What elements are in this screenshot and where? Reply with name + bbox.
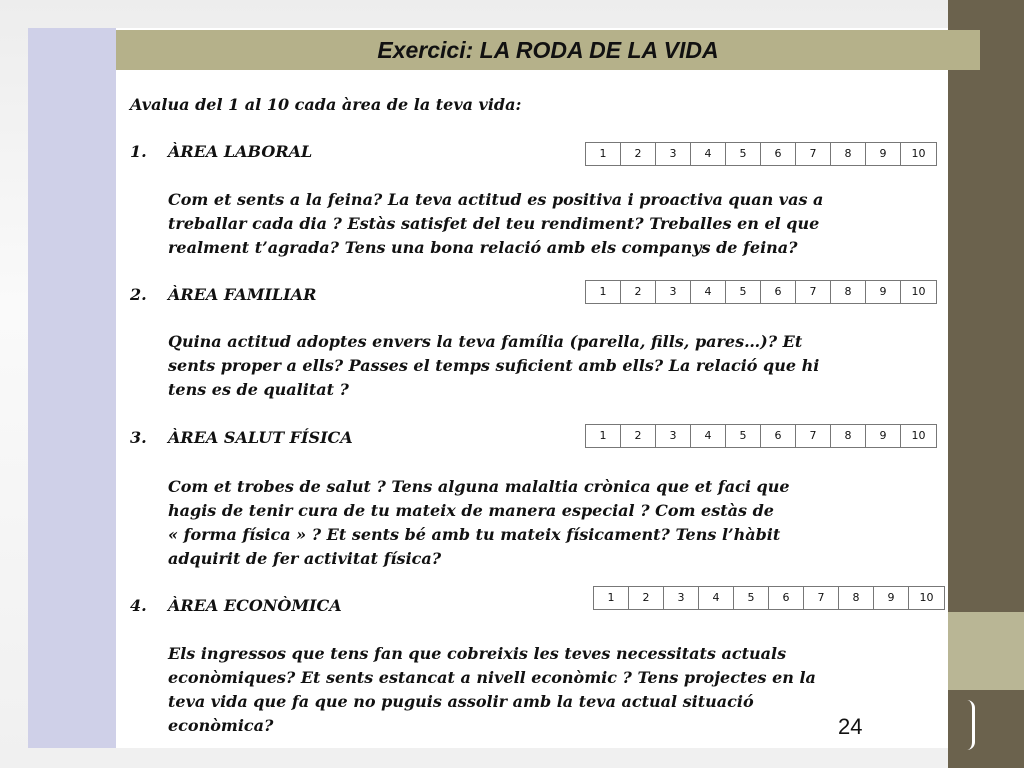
area-description-line: Els ingressos que tens fan que cobreixis les teves necessitats actuals <box>168 644 787 663</box>
area-description-line: Com et trobes de salut ? Tens alguna malaltia crònica que et faci que <box>168 477 790 496</box>
intro-text: Avalua del 1 al 10 cada àrea de la teva vida: <box>130 95 522 114</box>
area-description-line: econòmica? <box>168 716 274 735</box>
area-number: 4. <box>130 596 147 615</box>
area-heading-familiar: ÀREA FAMILIAR <box>168 285 317 304</box>
area-heading-laboral: ÀREA LABORAL <box>168 142 313 161</box>
scale-cell[interactable]: 4 <box>691 143 726 165</box>
scale-cell[interactable]: 4 <box>691 425 726 447</box>
scale-cell[interactable]: 5 <box>726 425 761 447</box>
scale-cell[interactable]: 7 <box>796 143 831 165</box>
page-number: 24 <box>838 714 863 739</box>
scale-cell[interactable]: 9 <box>866 425 901 447</box>
scale-cell[interactable]: 9 <box>866 281 901 303</box>
scale-cell[interactable]: 3 <box>656 143 691 165</box>
right-decorative-accent <box>948 612 1024 690</box>
slide-title: Exercici: LA RODA DE LA VIDA <box>377 37 719 63</box>
scale-cell[interactable]: 2 <box>621 425 656 447</box>
scale-cell[interactable]: 4 <box>699 587 734 609</box>
scale-cell[interactable]: 3 <box>656 281 691 303</box>
scale-cell[interactable]: 3 <box>664 587 699 609</box>
area-heading-salut: ÀREA SALUT FÍSICA <box>168 428 353 447</box>
left-decorative-band <box>28 28 116 748</box>
scale-cell[interactable]: 8 <box>831 425 866 447</box>
scale-cell[interactable]: 6 <box>761 281 796 303</box>
rating-scale-laboral[interactable] <box>585 142 937 166</box>
area-description-line: hagis de tenir cura de tu mateix de manera especial ? Com estàs de <box>168 501 774 520</box>
scale-cell[interactable]: 10 <box>911 429 926 442</box>
area-description-line: Com et sents a la feina? La teva actitud es positiva i proactiva quan vas a <box>168 190 824 209</box>
area-description-line: sents proper a ells? Passes el temps suficient amb ells? La relació que hi <box>168 356 820 375</box>
area-description-line: realment t’agrada? Tens una bona relació amb els companys de feina? <box>168 238 798 257</box>
scale-cell[interactable]: 5 <box>734 587 769 609</box>
scale-cell[interactable]: 1 <box>586 281 621 303</box>
scale-cell[interactable]: 7 <box>796 281 831 303</box>
scale-cell[interactable]: 2 <box>621 143 656 165</box>
scale-cell[interactable]: 3 <box>656 425 691 447</box>
rating-scale-salut[interactable] <box>585 424 937 448</box>
scale-cell[interactable]: 10 <box>911 285 926 298</box>
scale-cell[interactable]: 8 <box>831 143 866 165</box>
scale-cell[interactable]: 8 <box>831 281 866 303</box>
scale-cell[interactable]: 7 <box>804 587 839 609</box>
area-description-line: « forma física » ? Et sents bé amb tu mateix físicament? Tens l’hàbit <box>168 525 781 544</box>
rating-scale-economica[interactable] <box>593 586 945 610</box>
scale-cell[interactable]: 1 <box>586 425 621 447</box>
scale-cell[interactable]: 7 <box>796 425 831 447</box>
scale-cell[interactable]: 6 <box>761 425 796 447</box>
area-number: 1. <box>130 142 147 161</box>
scale-cell[interactable]: 1 <box>594 587 629 609</box>
area-number: 3. <box>130 428 147 447</box>
area-number: 2. <box>130 285 147 304</box>
scale-cell[interactable]: 6 <box>761 143 796 165</box>
area-heading-economica: ÀREA ECONÒMICA <box>168 596 342 615</box>
scale-cell[interactable]: 6 <box>769 587 804 609</box>
area-description-line: tens es de qualitat ? <box>168 380 349 399</box>
rating-scale-familiar[interactable] <box>585 280 937 304</box>
area-description-line: treballar cada dia ? Estàs satisfet del teu rendiment? Treballes en el que <box>168 214 820 233</box>
scale-cell[interactable]: 2 <box>621 281 656 303</box>
scale-cell[interactable]: 5 <box>726 281 761 303</box>
right-decorative-strip-bottom <box>948 690 1024 768</box>
area-description-line: Quina actitud adoptes envers la teva família (parella, fills, pares…)? Et <box>168 332 803 351</box>
area-description-line: adquirit de fer activitat física? <box>168 549 442 568</box>
area-description-line: teva vida que fa que no puguis assolir amb la teva actual situació <box>168 692 754 711</box>
scale-cell[interactable]: 2 <box>629 587 664 609</box>
bracket-decoration <box>962 700 975 750</box>
scale-cell[interactable]: 5 <box>726 143 761 165</box>
area-description-line: econòmiques? Et sents estancat a nivell econòmic ? Tens projectes en la <box>168 668 816 687</box>
scale-cell[interactable]: 8 <box>839 587 874 609</box>
scale-cell[interactable]: 9 <box>874 587 909 609</box>
scale-cell[interactable]: 4 <box>691 281 726 303</box>
scale-cell[interactable]: 10 <box>911 147 926 160</box>
scale-cell[interactable]: 1 <box>586 143 621 165</box>
scale-cell[interactable]: 10 <box>919 591 934 604</box>
scale-cell[interactable]: 9 <box>866 143 901 165</box>
right-decorative-strip <box>948 0 1024 612</box>
